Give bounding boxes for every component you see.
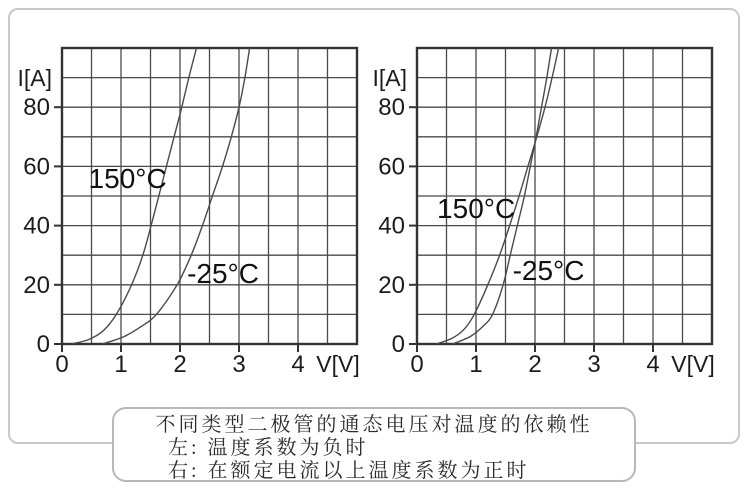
series-label-150°C: 150°C: [437, 192, 516, 224]
x-tick-label: 3: [587, 351, 601, 378]
caption-right-note: 右: 在额定电流以上温度系数为正时: [168, 460, 530, 482]
y-tick-label: 80: [23, 94, 50, 122]
x-tick-label: 2: [173, 351, 187, 378]
x-tick-label: 1: [469, 351, 483, 378]
y-tick-label: 0: [36, 331, 50, 358]
x-tick-label: 0: [55, 351, 69, 378]
left-chart-svg: [12, 40, 372, 385]
y-tick-label: 20: [23, 271, 50, 299]
y-tick-label: 40: [23, 212, 50, 240]
x-tick-label: 4: [291, 351, 305, 378]
x-tick-label: 1: [114, 351, 128, 378]
x-tick-label: 3: [232, 351, 246, 378]
right-chart: [367, 40, 727, 385]
left-chart: [12, 40, 372, 385]
y-axis-unit-label: I[A]: [372, 65, 407, 91]
y-tick-label: 80: [378, 94, 405, 122]
series-label--25°C: -25°C: [187, 257, 259, 289]
y-tick-label: 60: [23, 153, 50, 181]
series-label--25°C: -25°C: [512, 255, 585, 286]
x-tick-label: 4: [646, 351, 660, 378]
caption-left-note: 左: 温度系数为负时: [168, 437, 369, 459]
right-chart-svg: [367, 40, 727, 385]
y-tick-label: 60: [378, 153, 405, 181]
caption-title: 不同类型二极管的通态电压对温度的依赖性: [155, 414, 593, 436]
y-tick-label: 20: [378, 271, 405, 299]
caption-box: [112, 407, 636, 482]
x-axis-unit-label: V[V]: [671, 351, 715, 377]
y-axis-unit-label: I[A]: [17, 65, 52, 91]
x-tick-label: 2: [528, 351, 542, 378]
x-tick-label: 0: [410, 351, 424, 378]
series-label-150°C: 150°C: [88, 163, 167, 195]
x-axis-unit-label: V[V]: [316, 351, 360, 377]
y-tick-label: 40: [378, 212, 405, 240]
y-tick-label: 0: [391, 331, 405, 358]
